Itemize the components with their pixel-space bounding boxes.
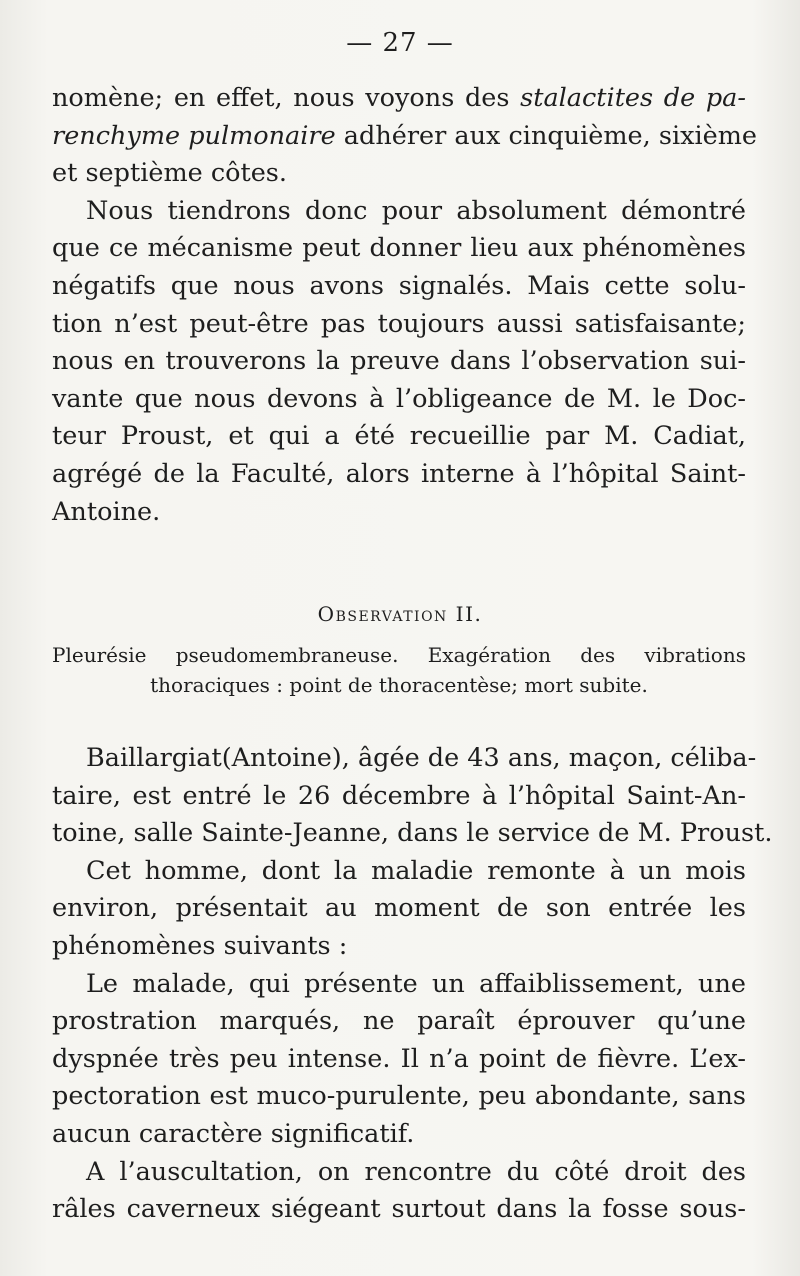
text-line: phénomènes suivants :: [52, 930, 348, 961]
text-line: aucun caractère significatif.: [52, 1118, 415, 1149]
text-line: nomène; en effet, nous voyons des stalactites de pa-: [52, 83, 746, 113]
text-line: dyspnée très peu intense. Il n’a point de fièvre. L’ex-: [52, 1043, 746, 1074]
text-line: taire, est entré le 26 décembre à l’hôpital Saint-An-: [52, 780, 746, 811]
text-line: Cet homme, dont la maladie remonte à un mois: [86, 855, 746, 886]
observation-title: Observation II.: [317, 602, 483, 626]
page-number: — 27 —: [346, 28, 454, 58]
text-line: Baillargiat(Antoine), âgée de 43 ans, maçon, céliba-: [86, 743, 757, 773]
text-line: tion n’est peut-être pas toujours aussi satisfaisante;: [52, 308, 746, 339]
text-line: négatifs que nous avons signalés. Mais cette solu-: [52, 270, 746, 301]
text-line: nous en trouverons la preuve dans l’observation sui-: [52, 346, 746, 377]
body-text-lower: [52, 740, 773, 1229]
body-text-upper: [52, 80, 757, 531]
text-line: prostration marqués, ne paraît éprouver qu’une: [52, 1006, 746, 1037]
text-line: râles caverneux siégeant surtout dans la fosse sous-: [52, 1194, 746, 1225]
text-line: et septième côtes.: [52, 158, 287, 189]
text-line: Nous tiendrons donc pour absolument démontré: [86, 195, 746, 226]
text-line: renchyme pulmonaire adhérer aux cinquième, sixième: [52, 120, 757, 151]
text-line: Le malade, qui présente un affaiblissement, une: [86, 968, 746, 999]
text-line: agrégé de la Faculté, alors interne à l’hôpital Saint-: [52, 458, 746, 489]
text-line: toine, salle Sainte-Jeanne, dans le service de M. Proust.: [52, 818, 773, 849]
text-line: teur Proust, et qui a été recueillie par M. Cadiat,: [52, 421, 746, 452]
text-line: que ce mécanisme peut donner lieu aux phénomènes: [52, 233, 746, 264]
text-line: Antoine.: [52, 496, 161, 527]
text-line: pectoration est muco-purulente, peu abondante, sans: [52, 1081, 746, 1112]
summary-line: Pleurésie pseudomembraneuse. Exagération des vibrations: [52, 643, 746, 667]
text-line: environ, présentait au moment de son entrée les: [52, 893, 746, 924]
observation-summary: [52, 640, 746, 700]
text-line: vante que nous devons à l’obligeance de M. le Doc-: [52, 383, 746, 414]
summary-line: thoraciques : point de thoracentèse; mort subite.: [150, 673, 648, 697]
text-line: A l’auscultation, on rencontre du côté droit des: [86, 1156, 746, 1187]
